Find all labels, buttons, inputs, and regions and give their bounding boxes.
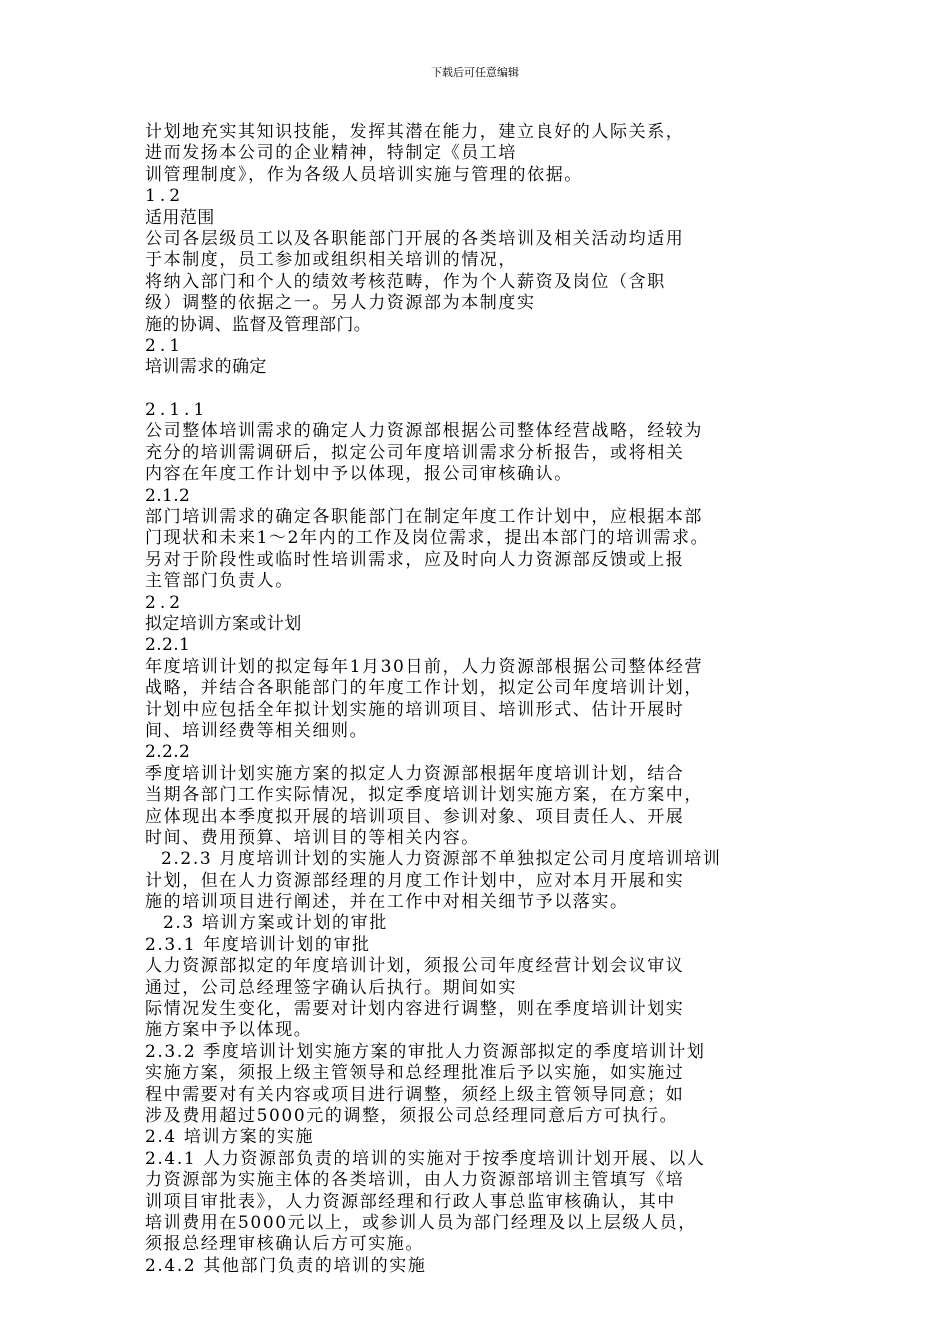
text-line: 应体现出本季度拟开展的培训项目、参训对象、项目责任人、开展	[145, 806, 685, 827]
text-line: 1.2	[145, 186, 185, 207]
text-line: 涉及费用超过5000元的调整，须报公司总经理同意后方可执行。	[145, 1105, 679, 1126]
text-line: 充分的培训需调研后，拟定公司年度培训需求分析报告，或将相关	[145, 442, 685, 463]
text-line: 2.1	[145, 335, 185, 356]
text-line: 进而发扬本公司的企业精神，特制定《员工培	[145, 143, 517, 164]
text-line: 2.2.1	[145, 635, 191, 656]
text-line: 间、培训经费等相关细则。	[145, 720, 369, 741]
text-line: 施的培训项目进行阐述，并在工作中对相关细节予以落实。	[145, 892, 629, 913]
text-line: 主管部门负责人。	[145, 571, 294, 592]
text-line: 2.4.2 其他部门负责的培训的实施	[145, 1255, 427, 1276]
text-line: 2.1.2	[145, 485, 191, 506]
document-body	[145, 122, 835, 1277]
text-line: 训项目审批表》，人力资源部经理和行政人事总监审核确认，其中	[145, 1191, 676, 1212]
text-line: 于本制度，员工参加或组织相关培训的情况，	[145, 250, 517, 271]
text-line: 2.1.1	[145, 400, 209, 421]
text-line: 际情况发生变化，需要对计划内容进行调整，则在季度培训计划实	[145, 999, 685, 1020]
text-line: 拟定培训方案或计划	[145, 613, 302, 634]
text-line: 适用范围	[145, 207, 215, 228]
text-line: 时间、费用预算、培训目的等相关内容。	[145, 827, 480, 848]
text-line: 须报总经理审核确认后方可实施。	[145, 1234, 424, 1255]
text-line: 程中需要对有关内容或项目进行调整，须经上级主管领导同意；如	[145, 1084, 685, 1105]
text-line: 计划中应包括全年拟计划实施的培训项目、培训形式、估计开展时	[145, 699, 685, 720]
text-line: 2.2.2	[145, 742, 191, 763]
text-line: 力资源部为实施主体的各类培训，由人力资源部培训主管填写《培	[145, 1170, 685, 1191]
page-header: 下载后可任意编辑	[431, 66, 519, 79]
text-line: 公司各层级员工以及各职能部门开展的各类培训及相关活动均适用	[145, 228, 685, 249]
text-line: 部门培训需求的确定各职能部门在制定年度工作计划中，应根据本部	[145, 507, 703, 528]
text-line: 另对于阶段性或临时性培训需求，应及时向人力资源部反馈或上报	[145, 549, 685, 570]
text-line: 战略，并结合各职能部门的年度工作计划，拟定公司年度培训计划，	[145, 678, 703, 699]
text-line: 培训费用在5000元以上，或参训人员为部门经理及以上层级人员，	[145, 1212, 697, 1233]
text-line: 人力资源部拟定的年度培训计划，须报公司年度经营计划会议审议	[145, 956, 685, 977]
text-line: 计划，但在人力资源部经理的月度工作计划中，应对本月开展和实	[145, 870, 685, 891]
text-line: 2.4 培训方案的实施	[145, 1127, 315, 1148]
text-line: 实施方案，须报上级主管领导和总经理批准后予以实施，如实施过	[145, 1063, 685, 1084]
text-line: 将纳入部门和个人的绩效考核范畴，作为个人薪资及岗位（含职	[145, 271, 666, 292]
text-line: 2.2.3 月度培训计划的实施人力资源部不单独拟定公司月度培训培训	[161, 849, 722, 870]
text-line	[145, 379, 835, 400]
text-line: 训管理制度》，作为各级人员培训实施与管理的依据。	[145, 164, 583, 185]
text-line: 年度培训计划的拟定每年1月30日前，人力资源部根据公司整体经营	[145, 656, 704, 677]
text-line: 计划地充实其知识技能，发挥其潜在能力，建立良好的人际关系，	[145, 122, 685, 142]
text-line: 当期各部门工作实际情况，拟定季度培训计划实施方案，在方案中，	[145, 785, 703, 806]
text-line: 2.3.2 季度培训计划实施方案的审批人力资源部拟定的季度培训计划	[145, 1041, 706, 1062]
text-line: 季度培训计划实施方案的拟定人力资源部根据年度培训计划，结合	[145, 763, 685, 784]
text-line: 2.2	[145, 592, 185, 613]
text-line: 门现状和未来1～2年内的工作及岗位需求，提出本部门的培训需求。	[145, 528, 710, 549]
text-line: 通过，公司总经理签字确认后执行。期间如实	[145, 977, 517, 998]
text-line: 内容在年度工作计划中予以体现，报公司审核确认。	[145, 464, 573, 485]
text-line: 级）调整的依据之一。另人力资源部为本制度实	[145, 293, 536, 314]
text-line: 2.4.1 人力资源部负责的培训的实施对于按季度培训计划开展、以人	[145, 1148, 706, 1169]
text-line: 培训需求的确定	[145, 357, 267, 378]
text-line: 公司整体培训需求的确定人力资源部根据公司整体经营战略，经较为	[145, 421, 703, 442]
text-line: 2.3.1 年度培训计划的审批	[145, 934, 371, 955]
text-line: 2.3 培训方案或计划的审批	[163, 913, 388, 934]
text-line: 施的协调、监督及管理部门。	[145, 314, 372, 335]
text-line: 施方案中予以体现。	[145, 1020, 313, 1041]
